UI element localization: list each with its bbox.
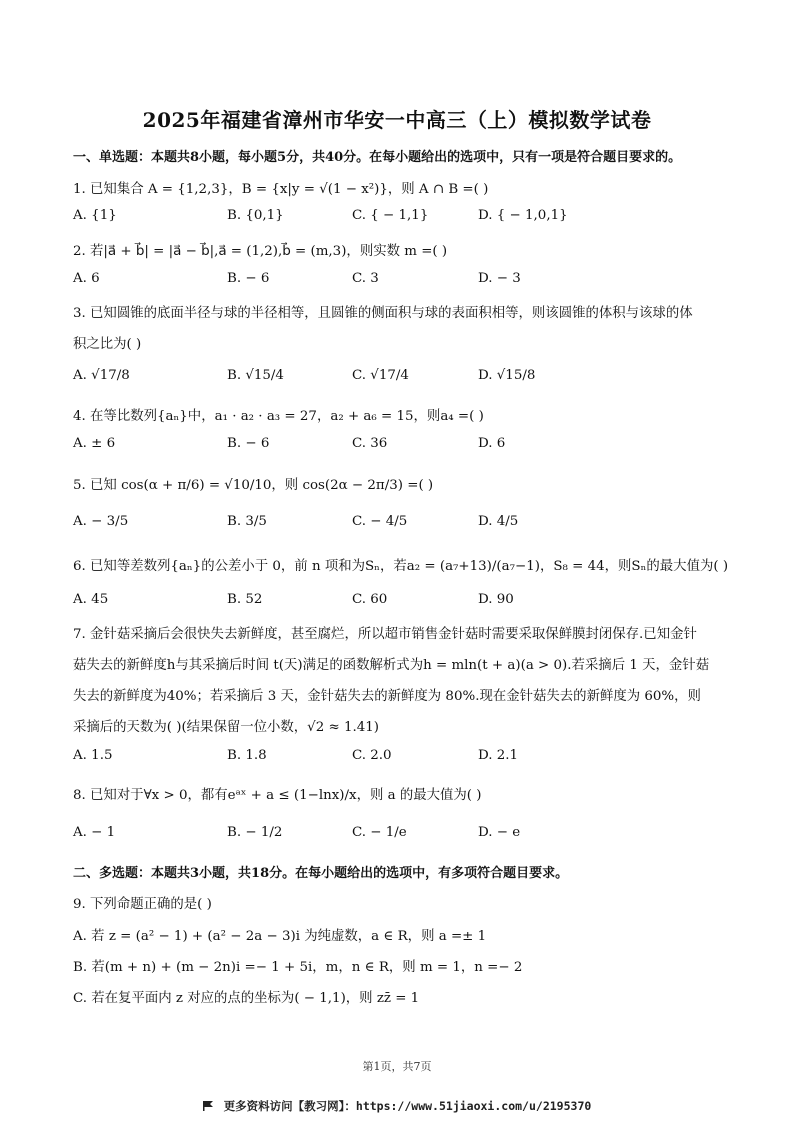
question-9-option-b: B. 若(m + n) + (m − 2n)i =− 1 + 5i，m，n ∈ R，则 m = 1，n =− 2 [73,960,523,975]
question-5-stem: 5. 已知 cos(α + π/6) = √10/10，则 cos(2α − 2π/3) =( ) [73,478,434,493]
option-b: B. √15/4 [227,368,284,383]
question-7-stem-line2: 菇失去的新鲜度h与其采摘后时间 t(天)满足的函数解析式为h = mln(t + a)(a > 0).若采摘后 1 天，金针菇 [73,658,710,673]
question-3-options [73,368,723,390]
option-d: D. 90 [478,592,514,607]
question-7-stem-line1: 7. 金针菇采摘后会很快失去新鲜度，甚至腐烂，所以超市销售金针菇时需要采取保鲜膜封闭保存.已知金针 [73,627,697,642]
question-3-stem-line1: 3. 已知圆锥的底面半径与球的半径相等，且圆锥的侧面积与球的表面积相等，则该圆锥的体积与该球的体 [73,306,693,321]
option-c: C. √17/4 [352,368,409,383]
section-single-choice-heading: 一、单选题：本题共8小题，每小题5分，共40分。在每小题给出的选项中，只有一项是符合题目要求的。 [73,150,682,165]
option-a: A. 6 [73,271,100,286]
option-b: B. 52 [227,592,263,607]
question-1-options [73,208,723,230]
question-9-option-c: C. 若在复平面内 z 对应的点的坐标为( − 1,1)，则 zz̄ = 1 [73,991,420,1006]
option-d: D. 2.1 [478,748,519,763]
option-c: C. 3 [352,271,379,286]
question-8-stem: 8. 已知对于∀x > 0，都有eᵃˣ + a ≤ (1−lnx)/x，则 a 的最大值为( ) [73,788,482,803]
question-7-stem-line3: 失去的新鲜度为40%；若采摘后 3 天，金针菇失去的新鲜度为 80%.现在金针菇失去的新鲜度为 60%，则 [73,689,701,704]
option-a: A. ± 6 [73,436,116,451]
resource-banner-text[interactable]: 更多资料访问【教习网】：https://www.51jiaoxi.com/u/2195370 [223,1099,592,1113]
option-b: B. − 6 [227,436,270,451]
option-a: A. − 3/5 [73,514,129,529]
page-title: 2025年福建省漳州市华安一中高三（上）模拟数学试卷 [142,108,652,132]
option-a: A. 45 [73,592,109,607]
option-b: B. {0,1} [227,208,284,223]
option-b: B. 1.8 [227,748,267,763]
option-c: C. { − 1,1} [352,208,429,223]
option-a: A. 1.5 [73,748,113,763]
option-d: D. − e [478,825,521,840]
question-9-option-a: A. 若 z = (a² − 1) + (a² − 2a − 3)i 为纯虚数，a ∈ R，则 a =± 1 [73,929,487,944]
option-b: B. − 1/2 [227,825,283,840]
option-b: B. 3/5 [227,514,267,529]
question-7-stem-line4: 采摘后的天数为( )(结果保留一位小数，√2 ≈ 1.41) [73,720,380,735]
option-a: A. {1} [73,208,117,223]
option-d: D. √15/8 [478,368,536,383]
flag-icon [203,1101,213,1111]
option-c: C. − 4/5 [352,514,408,529]
question-9-stem: 9. 下列命题正确的是( ) [73,897,212,912]
option-d: D. 4/5 [478,514,519,529]
question-5-options [73,514,723,536]
question-4-options [73,436,723,458]
question-8-options [73,825,723,847]
option-c: C. 36 [352,436,388,451]
question-7-options [73,748,723,770]
question-1-stem: 1. 已知集合 A = {1,2,3}，B = {x|y = √(1 − x²)}，则 A ∩ B =( ) [73,182,489,197]
section-multiple-choice-heading: 二、多选题：本题共3小题，共18分。在每小题给出的选项中，有多项符合题目要求。 [73,866,569,881]
question-4-stem: 4. 在等比数列{aₙ}中，a₁ · a₂ · a₃ = 27，a₂ + a₆ = 15，则a₄ =( ) [73,409,484,424]
option-d: D. 6 [478,436,506,451]
option-c: C. 60 [352,592,388,607]
question-6-options [73,592,723,614]
question-3-stem-line2: 积之比为( ) [73,337,142,352]
page-number: 第1页，共7页 [362,1060,432,1073]
option-b: B. − 6 [227,271,270,286]
option-c: C. − 1/e [352,825,407,840]
option-d: D. − 3 [478,271,521,286]
question-2-stem: 2. 若|a⃗ + b⃗| = |a⃗ − b⃗|,a⃗ = (1,2),b⃗ = (m,3)，则实数 m =( ) [73,244,448,259]
option-d: D. { − 1,0,1} [478,208,568,223]
option-a: A. √17/8 [73,368,130,383]
resource-banner[interactable] [0,1098,794,1114]
option-c: C. 2.0 [352,748,392,763]
question-6-stem: 6. 已知等差数列{aₙ}的公差小于 0，前 n 项和为Sₙ，若a₂ = (a₇+13)/(a₇−1)，S₈ = 44，则Sₙ的最大值为( ) [73,559,729,574]
question-2-options [73,271,723,293]
option-a: A. − 1 [73,825,116,840]
